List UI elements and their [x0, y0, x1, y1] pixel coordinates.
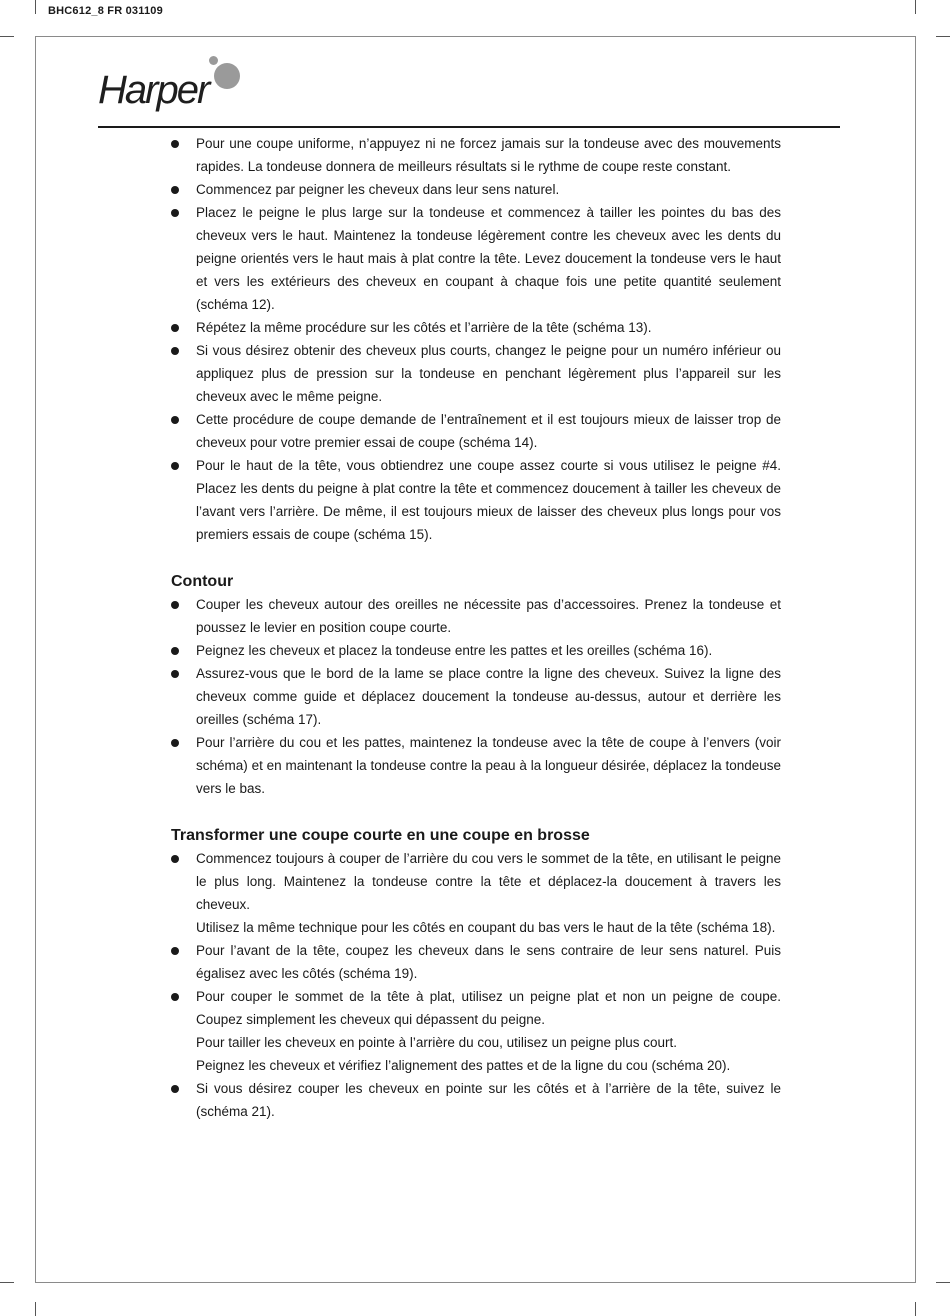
bullet-text: Pour une coupe uniforme, n’appuyez ni ne forcez jamais sur la tondeuse avec des mouvements rapides. La tondeuse donnera de meilleurs résultats si le rythme de coupe reste constant.: [196, 136, 781, 174]
crop-mark: [35, 1302, 36, 1316]
bullet-text: Commencez par peigner les cheveux dans leur sens naturel.: [196, 182, 560, 197]
bullet-item: [171, 985, 781, 1077]
header-rule: [98, 126, 840, 128]
bullet-item: [171, 939, 781, 985]
bullet-text: Pour l’arrière du cou et les pattes, maintenez la tondeuse avec la tête de coupe à l’envers (voir schéma) et en maintenant la tondeuse contre la peau à la longueur désirée, déplacez la tondeuse vers le bas.: [196, 735, 781, 796]
bullet-text: Couper les cheveux autour des oreilles ne nécessite pas d’accessoires. Prenez la tondeuse et poussez le levier en position coupe courte.: [196, 597, 781, 635]
document-body: [171, 132, 781, 1123]
bullet-text: Placez le peigne le plus large sur la tondeuse et commencez à tailler les pointes du bas des cheveux vers le haut. Maintenez la tondeuse légèrement contre les cheveux avec les dents du peigne orientés vers le haut mais à plat contre la tête. Levez doucement la tondeuse vers le haut et vers les extérieurs des cheveux en coupant à chaque fois une petite quantité seulement (schéma 12).: [196, 205, 781, 312]
bullet-text: Pour couper le sommet de la tête à plat, utilisez un peigne plat et non un peigne de coupe. Coupez simplement les cheveux qui dépassent du peigne.: [196, 989, 781, 1027]
bullet-list: [171, 847, 781, 1123]
bullet-item: [171, 316, 781, 339]
bullet-text: Cette procédure de coupe demande de l’entraînement et il est toujours mieux de laisser trop de cheveux pour votre premier essai de coupe (schéma 14).: [196, 412, 781, 450]
bullet-list: [171, 132, 781, 546]
brand-logo-text: Harper: [98, 68, 209, 112]
document-section: [171, 132, 781, 546]
bullet-item: [171, 408, 781, 454]
bullet-item: [171, 339, 781, 408]
bullet-text: Si vous désirez couper les cheveux en pointe sur les côtés et à l’arrière de la tête, suivez le (schéma 21).: [196, 1081, 781, 1119]
bullet-item: [171, 731, 781, 800]
crop-mark: [936, 1282, 950, 1283]
bullet-item: [171, 201, 781, 316]
crop-mark: [936, 36, 950, 37]
document-code: BHC612_8 FR 031109: [48, 5, 163, 17]
bullet-item: [171, 132, 781, 178]
section-heading: Contour: [171, 573, 234, 590]
bullet-text: Commencez toujours à couper de l’arrière du cou vers le sommet de la tête, en utilisant le peigne le plus long. Maintenez la tondeuse contre la tête et déplacez-la doucement à travers les cheveux.: [196, 851, 781, 912]
bullet-text: Répétez la même procédure sur les côtés et l’arrière de la tête (schéma 13).: [196, 320, 652, 335]
bullet-list: [171, 593, 781, 800]
logo-dot-large: [214, 63, 240, 89]
bullet-item: [171, 1077, 781, 1123]
bullet-text: Assurez-vous que le bord de la lame se place contre la ligne des cheveux. Suivez la ligne des cheveux comme guide et déplacez doucement la tondeuse au-dessus, autour et derrière les oreilles (schéma 17).: [196, 666, 781, 727]
crop-mark: [915, 1302, 916, 1316]
bullet-item: [171, 593, 781, 639]
document-section: [171, 570, 781, 800]
crop-mark: [0, 1282, 14, 1283]
bullet-item: [171, 847, 781, 939]
bullet-item: [171, 639, 781, 662]
logo-dot-small: [209, 56, 218, 65]
bullet-text: Utilisez la même technique pour les côtés en coupant du bas vers le haut de la tête (schéma 18).: [196, 920, 776, 935]
brand-logo: [98, 54, 248, 118]
crop-mark: [915, 0, 916, 14]
document-section: [171, 824, 781, 1123]
bullet-item: [171, 454, 781, 546]
bullet-item: [171, 662, 781, 731]
bullet-text: Si vous désirez obtenir des cheveux plus courts, changez le peigne pour un numéro inférieur ou appliquez plus de pression sur la tondeuse en penchant légèrement plus l’appareil sur les cheveux avec le même peigne.: [196, 343, 781, 404]
bullet-text: Pour le haut de la tête, vous obtiendrez une coupe assez courte si vous utilisez le peigne #4. Placez les dents du peigne à plat contre la tête et commencez doucement à tailler les cheveux de l’avant vers l’arrière. De même, il est toujours mieux de laisser des cheveux plus longs pour vos premiers essais de coupe (schéma 15).: [196, 458, 781, 542]
bullet-text: Pour l’avant de la tête, coupez les cheveux dans le sens contraire de leur sens naturel. Puis égalisez avec les côtés (schéma 19).: [196, 943, 781, 981]
bullet-text: Peignez les cheveux et vérifiez l’alignement des pattes et de la ligne du cou (schéma 20).: [196, 1058, 731, 1073]
section-heading: Transformer une coupe courte en une coupe en brosse: [171, 827, 590, 844]
bullet-text: Pour tailler les cheveux en pointe à l’arrière du cou, utilisez un peigne plus court.: [196, 1035, 678, 1050]
crop-mark: [0, 36, 14, 37]
bullet-item: [171, 178, 781, 201]
bullet-text: Peignez les cheveux et placez la tondeuse entre les pattes et les oreilles (schéma 16).: [196, 643, 713, 658]
crop-mark: [35, 0, 36, 14]
